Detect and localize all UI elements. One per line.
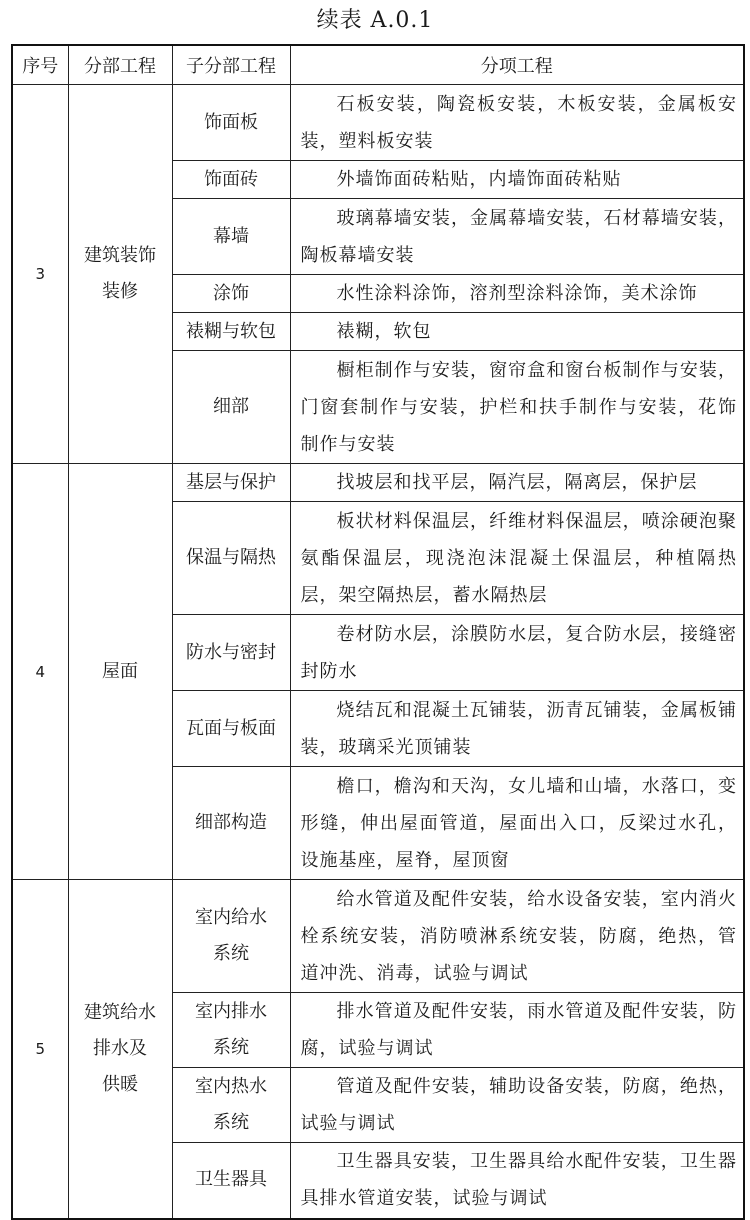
subdivision-name: 细部构造 bbox=[172, 767, 290, 880]
item-list: 管道及配件安装，辅助设备安装，防腐，绝热，试验与调试 bbox=[290, 1068, 744, 1143]
subdivision-name: 饰面板 bbox=[172, 85, 290, 161]
subdivision-name: 防水与密封 bbox=[172, 615, 290, 691]
division-table bbox=[11, 44, 745, 1220]
item-list: 卫生器具安装，卫生器具给水配件安装，卫生器具排水管道安装，试验与调试 bbox=[290, 1143, 744, 1219]
subdivision-name: 基层与保护 bbox=[172, 464, 290, 502]
subdivision-name: 室内热水 系统 bbox=[172, 1068, 290, 1143]
table-caption: 续表 A.0.1 bbox=[316, 8, 434, 33]
division-name: 屋面 bbox=[68, 464, 172, 880]
item-list: 给水管道及配件安装，给水设备安装，室内消火栓系统安装，消防喷淋系统安装，防腐，绝热，管道冲洗、消毒，试验与调试 bbox=[290, 880, 744, 993]
item-list: 卷材防水层，涂膜防水层，复合防水层，接缝密封防水 bbox=[290, 615, 744, 691]
division-name: 建筑装饰 装修 bbox=[68, 85, 172, 464]
table-row bbox=[12, 464, 744, 502]
header-items: 分项工程 bbox=[290, 45, 744, 85]
table-row bbox=[12, 880, 744, 993]
header-division: 分部工程 bbox=[68, 45, 172, 85]
table-row bbox=[12, 85, 744, 161]
header-subdivision: 子分部工程 bbox=[172, 45, 290, 85]
item-list: 板状材料保温层，纤维材料保温层，喷涂硬泡聚氨酯保温层，现浇泡沫混凝土保温层，种植隔热层，架空隔热层，蓄水隔热层 bbox=[290, 502, 744, 615]
subdivision-name: 保温与隔热 bbox=[172, 502, 290, 615]
subdivision-name: 幕墙 bbox=[172, 199, 290, 275]
subdivision-name: 饰面砖 bbox=[172, 161, 290, 199]
header-no: 序号 bbox=[12, 45, 68, 85]
item-list: 烧结瓦和混凝土瓦铺装，沥青瓦铺装，金属板铺装，玻璃采光顶铺装 bbox=[290, 691, 744, 767]
row-number: 4 bbox=[12, 464, 68, 880]
item-list: 排水管道及配件安装，雨水管道及配件安装，防腐，试验与调试 bbox=[290, 993, 744, 1068]
table-body bbox=[12, 85, 744, 1219]
item-list: 裱糊，软包 bbox=[290, 313, 744, 351]
division-name: 建筑给水 排水及 供暖 bbox=[68, 880, 172, 1219]
subdivision-name: 卫生器具 bbox=[172, 1143, 290, 1219]
subdivision-name: 裱糊与软包 bbox=[172, 313, 290, 351]
row-number: 5 bbox=[12, 880, 68, 1219]
item-list: 外墙饰面砖粘贴，内墙饰面砖粘贴 bbox=[290, 161, 744, 199]
subdivision-name: 细部 bbox=[172, 351, 290, 464]
item-list: 橱柜制作与安装，窗帘盒和窗台板制作与安装，门窗套制作与安装，护栏和扶手制作与安装，花饰制作与安装 bbox=[290, 351, 744, 464]
item-list: 石板安装，陶瓷板安装，木板安装，金属板安装，塑料板安装 bbox=[290, 85, 744, 161]
subdivision-name: 瓦面与板面 bbox=[172, 691, 290, 767]
item-list: 檐口，檐沟和天沟，女儿墙和山墙，水落口，变形缝，伸出屋面管道，屋面出入口，反梁过水孔，设施基座，屋脊，屋顶窗 bbox=[290, 767, 744, 880]
subdivision-name: 室内排水 系统 bbox=[172, 993, 290, 1068]
item-list: 水性涂料涂饰，溶剂型涂料涂饰，美术涂饰 bbox=[290, 275, 744, 313]
subdivision-name: 涂饰 bbox=[172, 275, 290, 313]
row-number: 3 bbox=[12, 85, 68, 464]
item-list: 找坡层和找平层，隔汽层，隔离层，保护层 bbox=[290, 464, 744, 502]
subdivision-name: 室内给水 系统 bbox=[172, 880, 290, 993]
item-list: 玻璃幕墙安装，金属幕墙安装，石材幕墙安装，陶板幕墙安装 bbox=[290, 199, 744, 275]
header-row bbox=[12, 45, 744, 85]
